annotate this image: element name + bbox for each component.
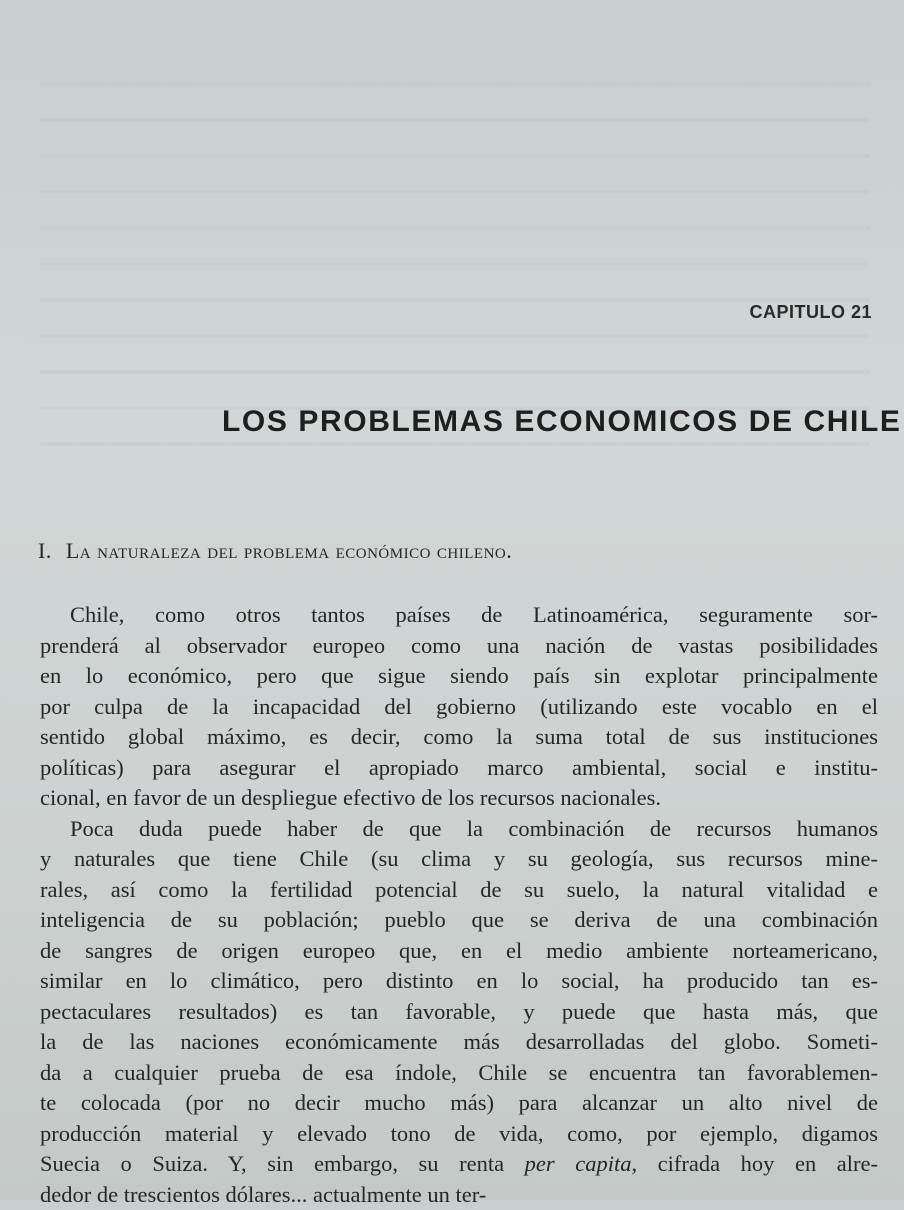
paragraph-line: sentido global máximo, es decir, como la suma total de sus instituciones [40,722,878,753]
section-number: I. [38,538,52,563]
paragraph-line [40,1149,878,1180]
paragraph-1 [40,600,878,814]
paragraph-line [40,1180,878,1210]
paragraph-line: rales, así como la fertilidad potencial de su suelo, la natural vitalidad e [40,875,878,906]
paragraph-line: prenderá al observador europeo como una nación de vastas posibilidades [40,631,878,662]
paragraph-line: y naturales que tiene Chile (su clima y su geología, sus recursos mine- [40,844,878,875]
section-heading [38,538,512,564]
line-tail: ... actualmente un ter- [291,1182,487,1207]
italic-phrase: per capita [525,1151,632,1176]
line-start: dedor de trescientos dólares [40,1182,291,1207]
paragraph-line: Poca duda puede haber de que la combinación de recursos humanos [40,814,878,845]
paragraph-line: inteligencia de su población; pueblo que se deriva de una combinación [40,905,878,936]
chapter-title: LOS PROBLEMAS ECONOMICOS DE CHILE [222,405,902,439]
paragraph-line: Chile, como otros tantos países de Latinoamérica, seguramente sor- [40,600,878,631]
bleed-through-text [40,60,870,460]
body-text [40,600,878,1210]
line-tail: , cifrada hoy en alre- [631,1151,878,1176]
paragraph-line: da a cualquier prueba de esa índole, Chile se encuentra tan favorablemen- [40,1058,878,1089]
paragraph-line: similar en lo climático, pero distinto en lo social, ha producido tan es- [40,966,878,997]
paragraph-line: te colocada (por no decir mucho más) para alcanzar un alto nivel de [40,1088,878,1119]
paragraph-line: pectaculares resultados) es tan favorable, y puede que hasta más, que [40,997,878,1028]
paragraph-2 [40,814,878,1210]
paragraph-line: de sangres de origen europeo que, en el medio ambiente norteamericano, [40,936,878,967]
paragraph-line: políticas) para asegurar el apropiado marco ambiental, social e institu- [40,753,878,784]
paragraph-line: en lo económico, pero que sigue siendo país sin explotar principalmente [40,661,878,692]
paragraph-line: por culpa de la incapacidad del gobierno (utilizando este vocablo en el [40,692,878,723]
paragraph-line: producción material y elevado tono de vida, como, por ejemplo, digamos [40,1119,878,1150]
paragraph-line: la de las naciones económicamente más desarrolladas del globo. Someti- [40,1027,878,1058]
paragraph-line: cional, en favor de un despliegue efectivo de los recursos nacionales. [40,783,878,814]
chapter-label: CAPITULO 21 [749,302,872,323]
line-start: Suecia o Suiza. Y, sin embargo, su renta [40,1151,504,1176]
section-heading-text: La naturaleza del problema económico chileno. [66,538,512,563]
